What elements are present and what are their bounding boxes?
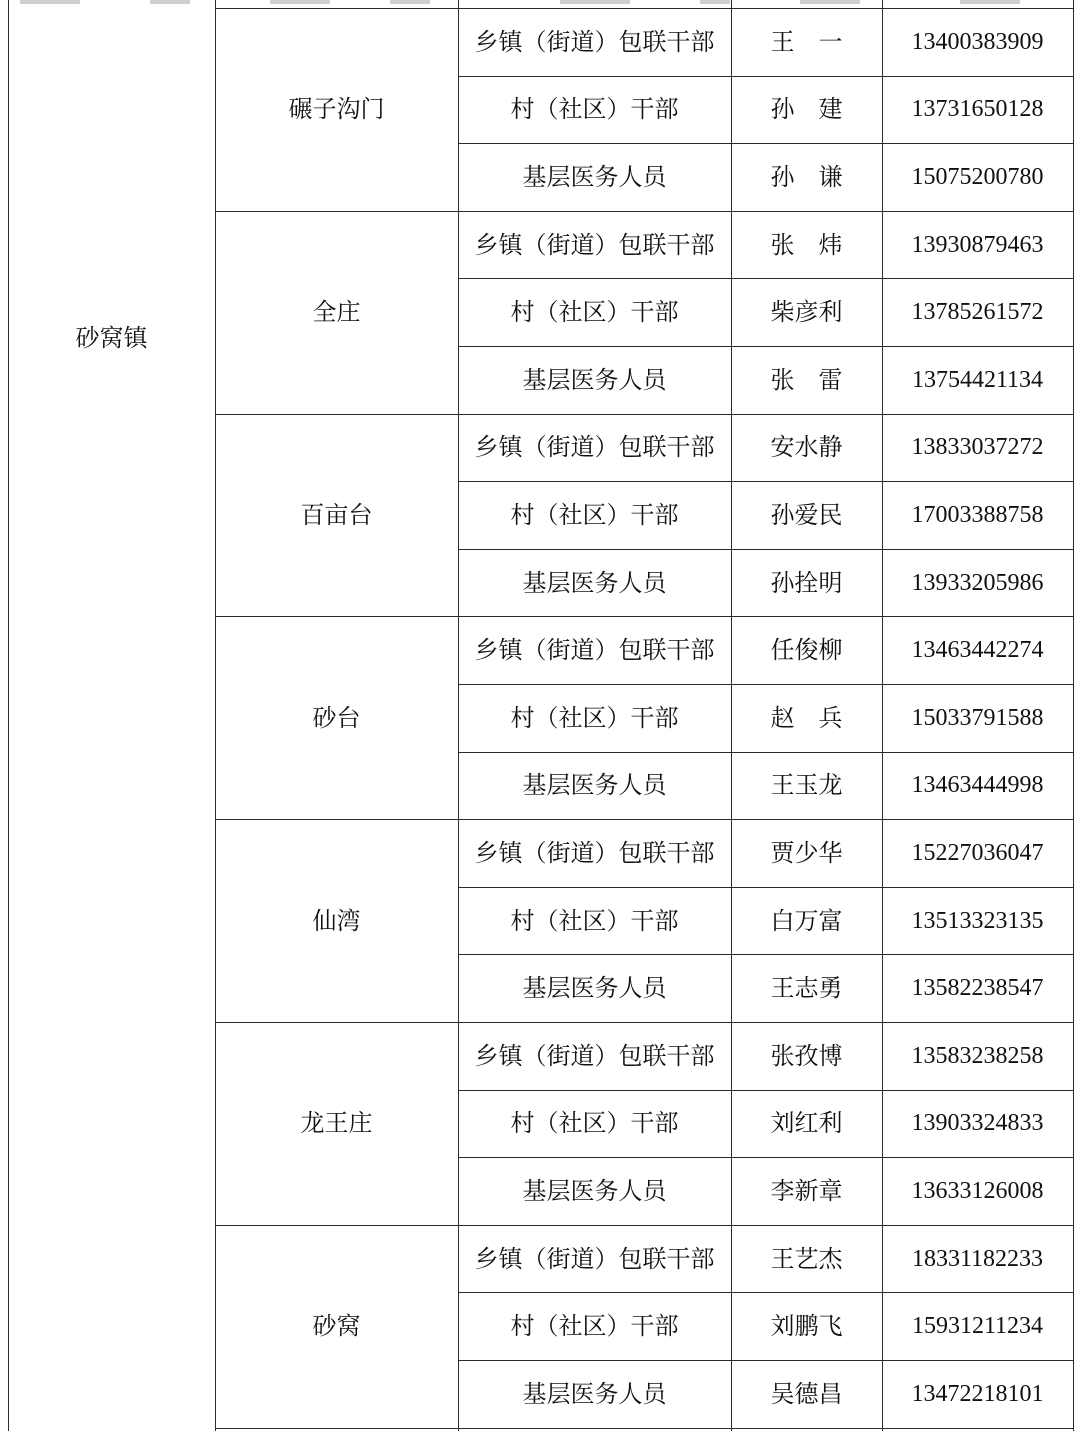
top-edge-fragment	[390, 0, 430, 4]
role-cell: 村（社区）干部	[510, 95, 679, 124]
name-cell: 孙 谦	[770, 162, 843, 191]
role-cell: 村（社区）干部	[510, 906, 679, 935]
phone-cell: 13582238547	[911, 975, 1044, 1002]
role-cell: 基层医务人员	[522, 974, 667, 1003]
name-cell: 李新章	[770, 1176, 843, 1205]
role-cell: 基层医务人员	[522, 162, 667, 191]
village-cell: 仙湾	[312, 906, 361, 935]
top-edge-fragment	[560, 0, 630, 4]
name-cell: 安水静	[770, 433, 843, 462]
role-cell: 乡镇（街道）包联干部	[474, 27, 715, 56]
name-cell: 孙 建	[770, 95, 843, 124]
village-cell: 碾子沟门	[288, 95, 385, 124]
phone-cell: 13903324833	[911, 1110, 1044, 1137]
phone-cell: 13731650128	[911, 96, 1044, 123]
role-cell: 村（社区）干部	[510, 298, 679, 327]
town-cell: 砂窝镇	[75, 324, 148, 352]
role-cell: 基层医务人员	[522, 771, 667, 800]
role-cell: 村（社区）干部	[510, 1312, 679, 1341]
phone-cell: 15033791588	[911, 704, 1044, 731]
role-cell: 乡镇（街道）包联干部	[474, 636, 715, 665]
name-cell: 张孜博	[770, 1041, 843, 1070]
village-cell: 砂台	[312, 703, 361, 732]
name-cell: 王 一	[770, 27, 843, 56]
phone-cell: 13463444998	[911, 772, 1044, 799]
name-cell: 吴德昌	[770, 1379, 843, 1408]
role-cell: 基层医务人员	[522, 568, 667, 597]
phone-cell: 13472218101	[911, 1380, 1044, 1407]
name-cell: 孙拴明	[770, 568, 843, 597]
name-cell: 王艺杰	[770, 1244, 843, 1273]
role-cell: 乡镇（街道）包联干部	[474, 230, 715, 259]
name-cell: 孙爱民	[770, 500, 843, 529]
village-cell: 百亩台	[300, 500, 373, 529]
phone-cell: 13930879463	[911, 231, 1044, 258]
role-cell: 村（社区）干部	[510, 500, 679, 529]
role-cell: 乡镇（街道）包联干部	[474, 1041, 715, 1070]
role-cell: 乡镇（街道）包联干部	[474, 433, 715, 462]
phone-cell: 13785261572	[911, 299, 1044, 326]
phone-cell: 13833037272	[911, 434, 1044, 461]
role-cell: 基层医务人员	[522, 1379, 667, 1408]
name-cell: 柴彦利	[770, 298, 843, 327]
phone-cell: 13400383909	[911, 28, 1044, 55]
village-cell: 砂窝	[312, 1312, 361, 1341]
village-cell: 全庄	[312, 298, 361, 327]
phone-cell: 18331182233	[911, 1245, 1044, 1272]
name-cell: 刘红利	[770, 1109, 843, 1138]
role-cell: 乡镇（街道）包联干部	[474, 838, 715, 867]
role-cell: 基层医务人员	[522, 365, 667, 394]
phone-cell: 15931211234	[911, 1313, 1044, 1340]
name-cell: 赵 兵	[770, 703, 843, 732]
top-edge-fragment	[270, 0, 330, 4]
phone-cell: 13463442274	[911, 637, 1044, 664]
top-edge-fragment	[960, 0, 1020, 4]
role-cell: 基层医务人员	[522, 1176, 667, 1205]
role-cell: 村（社区）干部	[510, 1109, 679, 1138]
top-edge-fragment	[800, 0, 860, 4]
name-cell: 刘鹏飞	[770, 1312, 843, 1341]
name-cell: 张 雷	[770, 365, 843, 394]
name-cell: 王玉龙	[770, 771, 843, 800]
top-edge-fragment	[700, 0, 730, 4]
phone-cell: 15075200780	[911, 163, 1044, 190]
phone-cell: 13633126008	[911, 1177, 1044, 1204]
name-cell: 贾少华	[770, 838, 843, 867]
phone-cell: 13933205986	[911, 569, 1044, 596]
name-cell: 王志勇	[770, 974, 843, 1003]
village-row-border	[215, 1428, 1074, 1429]
column-border	[1073, 0, 1074, 1431]
role-cell: 村（社区）干部	[510, 703, 679, 732]
phone-cell: 15227036047	[911, 839, 1044, 866]
phone-cell: 13754421134	[911, 366, 1044, 393]
table-top-border	[215, 8, 1074, 9]
village-cell: 龙王庄	[300, 1109, 373, 1138]
phone-cell: 13513323135	[911, 907, 1044, 934]
phone-cell: 17003388758	[911, 501, 1044, 528]
phone-cell: 13583238258	[911, 1042, 1044, 1069]
name-cell: 任俊柳	[770, 636, 843, 665]
role-cell: 乡镇（街道）包联干部	[474, 1244, 715, 1273]
name-cell: 白万富	[770, 906, 843, 935]
name-cell: 张 炜	[770, 230, 843, 259]
